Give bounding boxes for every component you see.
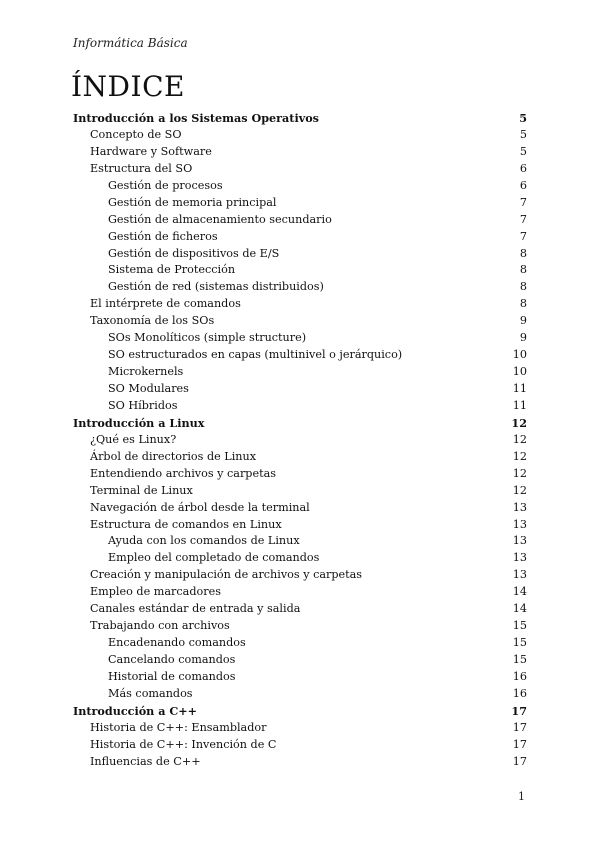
toc-entry-page: 16 bbox=[512, 686, 527, 700]
toc-entry-title: Taxonomía de los SOs bbox=[90, 314, 215, 328]
toc-section-entry[interactable] bbox=[73, 567, 527, 584]
toc-entry-page: 15 bbox=[512, 619, 527, 633]
toc-entry-page: 13 bbox=[512, 568, 527, 582]
toc-entry-title: Empleo del completado de comandos bbox=[108, 551, 320, 565]
toc-entry-page: 7 bbox=[519, 195, 527, 209]
toc-entry-title: Microkernels bbox=[108, 365, 184, 379]
toc-entry-page: 15 bbox=[512, 636, 527, 650]
toc-entry-title: SO Modulares bbox=[108, 382, 189, 395]
toc-entry-title: Gestión de almacenamiento secundario bbox=[108, 212, 332, 226]
toc-section-entry[interactable] bbox=[73, 466, 527, 483]
toc-section-entry[interactable] bbox=[73, 161, 527, 178]
toc-subsection-entry[interactable] bbox=[73, 212, 527, 229]
toc-entry-title: SO estructurados en capas (multinivel o jerárquico) bbox=[108, 348, 403, 362]
toc-entry-title: Creación y manipulación de archivos y carpetas bbox=[90, 568, 363, 582]
page-title: ÍNDICE bbox=[71, 70, 185, 103]
toc-entry-title: Gestión de ficheros bbox=[108, 229, 218, 243]
toc-section-entry[interactable] bbox=[73, 720, 527, 737]
toc-entry-title: Trabajando con archivos bbox=[90, 619, 230, 633]
toc-entry-title: Navegación de árbol desde la terminal bbox=[90, 500, 310, 514]
toc-subsection-entry[interactable] bbox=[73, 246, 527, 263]
toc-entry-title: ¿Qué es Linux? bbox=[90, 432, 177, 446]
toc-entry-title: Gestión de dispositivos de E/S bbox=[108, 246, 280, 260]
toc-entry-title: Historial de comandos bbox=[108, 669, 236, 683]
toc-entry-title: Hardware y Software bbox=[90, 144, 212, 158]
toc-entry-title: Encadenando comandos bbox=[108, 636, 246, 650]
toc-entry-page: 7 bbox=[519, 212, 527, 226]
toc-subsection-entry[interactable] bbox=[73, 381, 527, 398]
toc-chapter-entry[interactable] bbox=[73, 415, 527, 432]
toc-subsection-entry[interactable] bbox=[73, 533, 527, 550]
running-header: Informática Básica bbox=[73, 36, 188, 50]
table-of-contents bbox=[73, 110, 527, 771]
toc-entry-page: 8 bbox=[519, 263, 527, 277]
toc-entry-title: Más comandos bbox=[108, 686, 193, 700]
toc-entry-title: Sistema de Protección bbox=[108, 263, 236, 277]
toc-entry-page: 13 bbox=[512, 517, 527, 531]
toc-entry-page: 14 bbox=[512, 602, 527, 616]
toc-section-entry[interactable] bbox=[73, 601, 527, 618]
toc-subsection-entry[interactable] bbox=[73, 550, 527, 567]
toc-section-entry[interactable] bbox=[73, 449, 527, 466]
toc-entry-page: 13 bbox=[512, 551, 527, 565]
toc-entry-title: Ayuda con los comandos de Linux bbox=[108, 534, 300, 548]
toc-entry-page: 10 bbox=[512, 365, 527, 379]
toc-entry-page: 5 bbox=[519, 127, 527, 141]
toc-entry-title: Estructura del SO bbox=[90, 161, 193, 175]
toc-section-entry[interactable] bbox=[73, 618, 527, 635]
toc-entry-page: 17 bbox=[512, 720, 527, 734]
toc-entry-title: Entendiendo archivos y carpetas bbox=[90, 466, 276, 480]
toc-entry-page: 14 bbox=[512, 585, 527, 599]
toc-entry-title: Historia de C++: Ensamblador bbox=[90, 720, 267, 734]
toc-entry-page: 10 bbox=[512, 348, 527, 362]
toc-subsection-entry[interactable] bbox=[73, 262, 527, 279]
toc-section-entry[interactable] bbox=[73, 754, 527, 771]
toc-entry-page: 8 bbox=[519, 297, 527, 311]
toc-entry-title: Cancelando comandos bbox=[108, 653, 236, 666]
toc-entry-page: 8 bbox=[519, 246, 527, 260]
toc-entry-title: Canales estándar de entrada y salida bbox=[90, 602, 301, 616]
toc-chapter-entry[interactable] bbox=[73, 110, 527, 127]
toc-entry-page: 17 bbox=[512, 754, 527, 768]
toc-entry-title: Gestión de red (sistemas distribuidos) bbox=[108, 280, 324, 294]
toc-entry-page: 5 bbox=[519, 144, 527, 158]
toc-subsection-entry[interactable] bbox=[73, 652, 527, 669]
toc-entry-title: Empleo de marcadores bbox=[90, 585, 221, 599]
toc-section-entry[interactable] bbox=[73, 432, 527, 449]
toc-entry-page: 15 bbox=[512, 653, 527, 666]
toc-entry-title: Introducción a los Sistemas Operativos bbox=[73, 111, 319, 125]
toc-entry-title: Gestión de procesos bbox=[108, 178, 223, 192]
toc-section-entry[interactable] bbox=[73, 584, 527, 601]
toc-entry-title: Estructura de comandos en Linux bbox=[90, 517, 282, 531]
toc-entry-title: El intérprete de comandos bbox=[90, 297, 241, 311]
page-number: 1 bbox=[518, 790, 525, 803]
toc-section-entry[interactable] bbox=[73, 296, 527, 313]
toc-entry-page: 12 bbox=[512, 466, 527, 480]
toc-chapter-entry[interactable] bbox=[73, 703, 527, 720]
toc-entry-title: Gestión de memoria principal bbox=[108, 195, 277, 209]
toc-entry-page: 7 bbox=[519, 229, 527, 243]
toc-entry-page: 13 bbox=[512, 500, 527, 514]
toc-entry-page: 9 bbox=[519, 314, 527, 328]
toc-entry-title: Árbol de directorios de Linux bbox=[90, 449, 257, 463]
toc-entry-title: Concepto de SO bbox=[90, 127, 182, 141]
toc-entry-page: 16 bbox=[512, 669, 527, 683]
toc-subsection-entry[interactable] bbox=[73, 347, 527, 364]
toc-entry-page: 6 bbox=[519, 161, 527, 175]
toc-subsection-entry[interactable] bbox=[73, 398, 527, 415]
toc-entry-title: Introducción a C++ bbox=[73, 703, 198, 718]
toc-entry-page: 5 bbox=[519, 111, 527, 125]
toc-entry-title: Introducción a Linux bbox=[73, 415, 205, 430]
toc-entry-page: 6 bbox=[519, 178, 527, 192]
toc-subsection-entry[interactable] bbox=[73, 686, 527, 703]
toc-entry-page: 12 bbox=[512, 449, 527, 463]
toc-section-entry[interactable] bbox=[73, 144, 527, 161]
toc-section-entry[interactable] bbox=[73, 500, 527, 517]
toc-section-entry[interactable] bbox=[73, 483, 527, 500]
toc-section-entry[interactable] bbox=[73, 737, 527, 754]
toc-entry-page: 12 bbox=[512, 432, 527, 446]
toc-entry-page: 8 bbox=[519, 280, 527, 294]
toc-subsection-entry[interactable] bbox=[73, 364, 527, 381]
toc-section-entry[interactable] bbox=[73, 517, 527, 534]
toc-entry-page: 12 bbox=[511, 415, 527, 430]
toc-entry-page: 11 bbox=[512, 398, 527, 412]
toc-subsection-entry[interactable] bbox=[73, 279, 527, 296]
toc-entry-page: 11 bbox=[512, 382, 527, 395]
toc-entry-page: 17 bbox=[511, 703, 527, 718]
toc-section-entry[interactable] bbox=[73, 313, 527, 330]
toc-entry-title: SOs Monolíticos (simple structure) bbox=[108, 331, 307, 345]
toc-entry-title: SO Híbridos bbox=[108, 398, 178, 412]
toc-entry-page: 13 bbox=[512, 534, 527, 548]
toc-subsection-entry[interactable] bbox=[73, 635, 527, 652]
toc-entry-page: 9 bbox=[519, 331, 527, 345]
toc-entry-title: Influencias de C++ bbox=[90, 754, 201, 768]
toc-entry-page: 17 bbox=[512, 737, 527, 751]
toc-subsection-entry[interactable] bbox=[73, 330, 527, 347]
toc-entry-page: 12 bbox=[512, 483, 527, 497]
toc-entry-title: Historia de C++: Invención de C bbox=[90, 737, 277, 751]
toc-subsection-entry[interactable] bbox=[73, 195, 527, 212]
toc-subsection-entry[interactable] bbox=[73, 229, 527, 246]
toc-section-entry[interactable] bbox=[73, 127, 527, 144]
toc-entry-title: Terminal de Linux bbox=[90, 483, 193, 497]
toc-subsection-entry[interactable] bbox=[73, 669, 527, 686]
toc-subsection-entry[interactable] bbox=[73, 178, 527, 195]
